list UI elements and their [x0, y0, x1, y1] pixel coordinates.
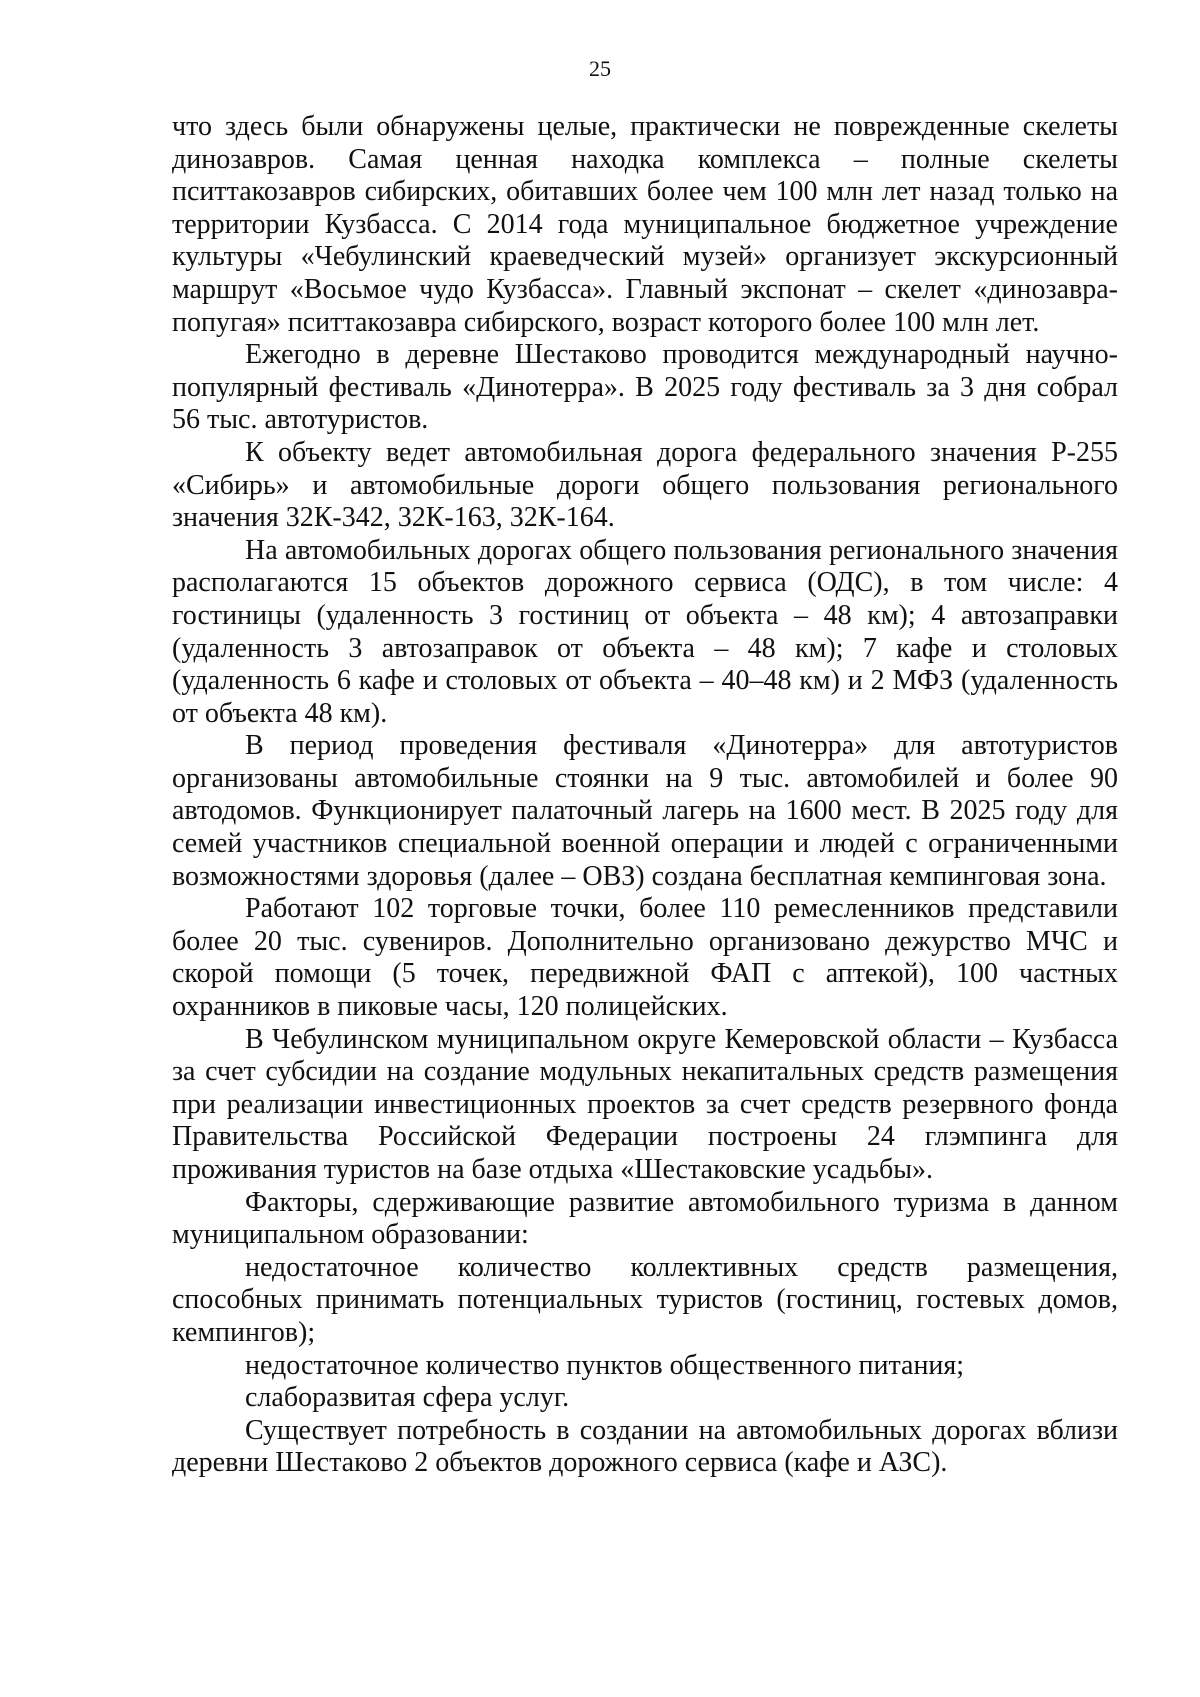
- paragraph-roads: К объекту ведет автомобильная дорога федерального значения Р-255 «Сибирь» и автомобильные дороги общего пользования регионального значения 32К-342, 32К-163, 32К-164.: [172, 436, 1118, 534]
- paragraph-glamping: В Чебулинском муниципальном округе Кемеровской области – Кузбасса за счет субсидии на создание модульных некапитальных средств размещения при реализации инвестиционных проектов за счет средств резервного фонда Правительства Российской Федерации построены 24 глэмпинга для проживания туристов на базе отдыха «Шестаковские усадьбы».: [172, 1023, 1118, 1185]
- page-number: 25: [589, 56, 611, 81]
- paragraph-dinoterra-festival: Ежегодно в деревне Шестаково проводится международный научно-популярный фестиваль «Динотерра». В 2025 году фестиваль за 3 дня собрал 56 тыс. автотуристов.: [172, 339, 1118, 436]
- paragraph-trade-points: Работают 102 торговые точки, более 110 ремесленников представили более 20 тыс. сувениров. Дополнительно организовано дежурство МЧС и скорой помощи (5 точек, передвижной ФАП с аптекой), 100 частных охранников в пиковые часы, 120 полицейских.: [172, 893, 1118, 1023]
- paragraph-constraining-factors: Факторы, сдерживающие развитие автомобильного туризма в данном муниципальном образовании:: [172, 1186, 1118, 1251]
- list-item-catering: недостаточное количество пунктов общественного питания;: [245, 1349, 965, 1381]
- list-item-accommodation: недостаточное количество коллективных средств размещения, способных принимать потенциальных туристов (гостиниц, гостевых домов, кемпингов);: [172, 1251, 1118, 1348]
- paragraph-dinosaur-skeletons: что здесь были обнаружены целые, практически не поврежденные скелеты динозавров. Самая ценная находка комплекса – полные скелеты пситтакозавров сибирских, обитавших более чем 100 млн лет назад только на территории Кузбасса. С 2014 года муниципальное бюджетное учреждение культуры «Чебулинский краеведческий музей» организует экскурсионный маршрут «Восьмое чудо Кузбасса». Главный экспонат – скелет «динозавра-попугая» пситтакозавра сибирского, возраст которого более 100 млн лет.: [172, 111, 1118, 338]
- paragraph-need-road-service: Существует потребность в создании на автомобильных дорогах вблизи деревни Шестаково 2 объектов дорожного сервиса (кафе и АЗС).: [172, 1414, 1118, 1479]
- paragraph-festival-parking: В период проведения фестиваля «Динотерра» для автотуристов организованы автомобильные стоянки на 9 тыс. автомобилей и более 90 автодомов. Функционирует палаточный лагерь на 1600 мест. В 2025 году для семей участников специальной военной операции и людей с ограниченными возможностями здоровья (далее – ОВЗ) создана бесплатная кемпинговая зона.: [172, 730, 1118, 892]
- list-item-services: слаборазвитая сфера услуг.: [245, 1382, 570, 1414]
- paragraph-road-service-objects: На автомобильных дорогах общего пользования регионального значения располагаются 15 объектов дорожного сервиса (ОДС), в том числе: 4 гостиницы (удаленность 3 гостиниц от объекта – 48 км); 4 автозаправки (удаленность 3 автозаправок от объекта – 48 км); 7 кафе и столовых (удаленность 6 кафе и столовых от объекта – 40–48 км) и 2 МФЗ (удаленность от объекта 48 км).: [172, 534, 1118, 729]
- document-body: [172, 111, 1118, 1480]
